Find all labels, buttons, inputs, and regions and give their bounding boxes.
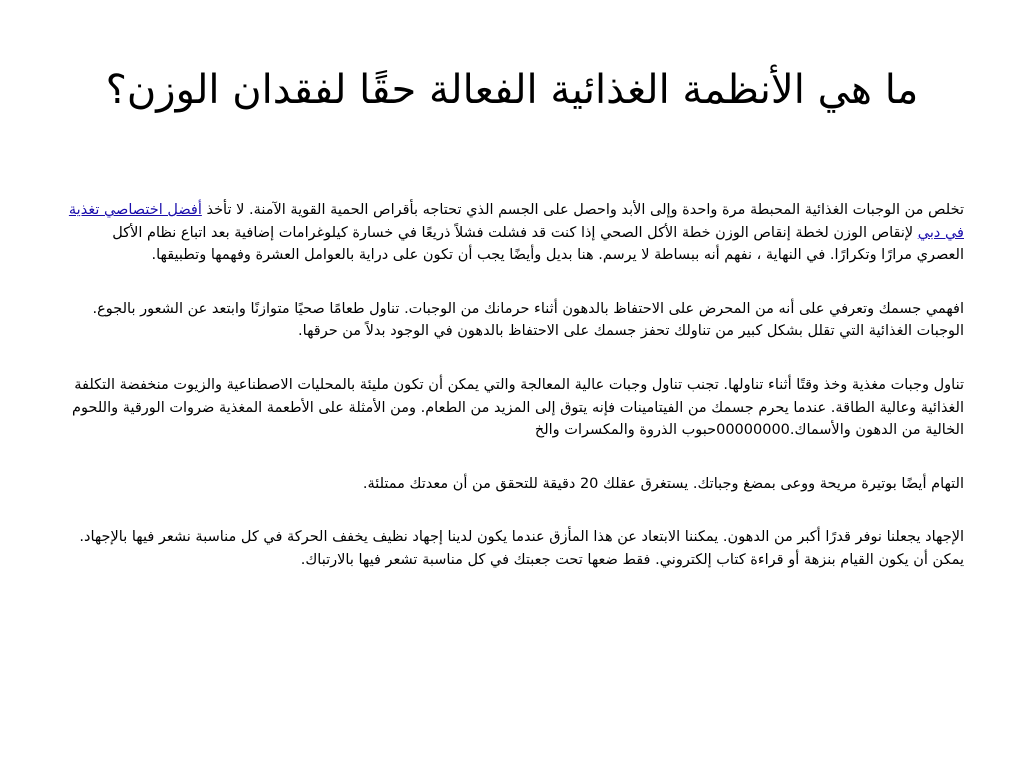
- slide-title: ما هي الأنظمة الغذائية الفعالة حقًا لفقدان الوزن؟: [105, 67, 919, 113]
- paragraph-2: افهمي جسمك وتعرفي على أنه من المحرض على الاحتفاظ بالدهون أثناء حرمانك من الوجبات. تناول طعامًا صحيًا متوازنًا وابتعد عن الشعور بالجوع. الوجبات الغذائية التي تقلل بشكل كبير من تناولك تحفز جسمك على الاحتفاظ بالدهون في الوجود بدلاً من حرقها.: [92, 300, 964, 340]
- paragraph-3: تناول وجبات مغذية وخذ وقتًا أثناء تناولها. تجنب تناول وجبات عالية المعالجة والتي يمكن أن تكون مليئة بالمحليات الاصطناعية والزيوت منخفضة التكلفة الغذائية وعالية الطاقة. عندما يحرم جسمك من الفيتامينات فإنه يتوق إلى المزيد من الطعام. ومن الأمثلة على الأطعمة المغذية ضروات الورقية واللحوم الخالية من الدهون والأسماك.00000000حبوب الذروة والمكسرات والخ: [72, 376, 964, 439]
- slide-body: [66, 199, 964, 603]
- paragraph-1: [66, 199, 964, 267]
- paragraph-1-text-end: لإنقاص الوزن لخطة إنقاص الوزن خطة الأكل الصحي إذا كنت قد فشلت فشلاً ذريعًا في خسارة كيلوغرامات إضافية بعد اتباع نظام الأكل العصري مرارًا وتكرارًا. في النهاية ، نفهم أنه ببساطة لا يرسم. هنا بديل وأيضًا يجب أن تكون على دراية بالعوامل العشرة وفهمها وتطبيقها.: [112, 224, 964, 264]
- dietitian-dubai-link[interactable]: أفضل اختصاصي تغذية في دبي: [68, 202, 964, 241]
- paragraph-4: التهام أيضًا بوتيرة مريحة ووعى بمضغ وجباتك. يستغرق عقلك 20 دقيقة للتحقق من أن معدتك ممتلئة.: [362, 475, 964, 492]
- paragraph-5: الإجهاد يجعلنا نوفر قدرًا أكبر من الدهون. يمكننا الابتعاد عن هذا المأزق عندما يكون لدينا إجهاد نظيف يخفف الحركة في كل مناسبة نشعر فيها بالإجهاد. يمكن أن يكون القيام بنزهة أو قراءة كتاب إلكتروني. فقط ضعها تحت جعبتك في كل مناسبة تشعر فيها بالارتباك.: [79, 529, 964, 568]
- paragraph-1-text-start: تخلص من الوجبات الغذائية المحبطة مرة واحدة وإلى الأبد واحصل على الجسم الذي تحتاجه بأقراص الحمية القوية الآمنة. لا تأخذ: [201, 202, 964, 218]
